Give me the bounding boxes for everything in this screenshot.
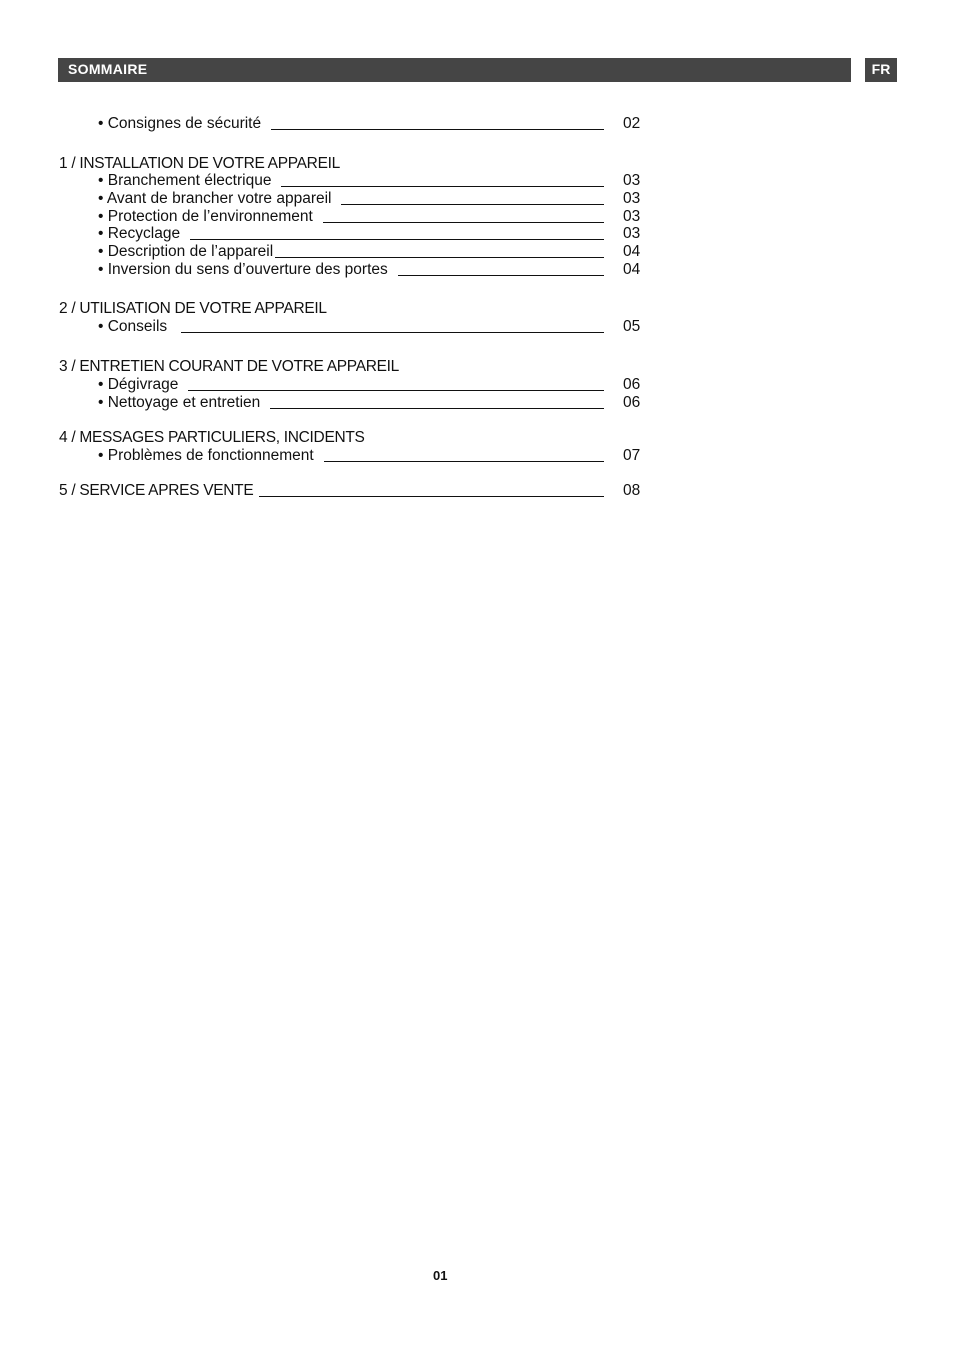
toc-page-number: 08	[623, 482, 641, 499]
toc-item-label: • Branchement électrique	[98, 172, 281, 190]
toc-item-avant-brancher[interactable]	[0, 190, 954, 208]
section-title: 5 / SERVICE APRES VENTE	[59, 482, 259, 500]
toc-page-number: 03	[623, 208, 641, 225]
toc-item-description[interactable]	[0, 243, 954, 261]
toc-item-nettoyage[interactable]	[0, 394, 954, 412]
toc-page-number: 03	[623, 172, 641, 189]
toc-page-number: 06	[623, 394, 641, 411]
toc-page-number: 03	[623, 190, 641, 207]
toc-item-problemes[interactable]	[0, 447, 954, 465]
toc-page-number: 02	[623, 115, 641, 132]
toc-item-label: • Inversion du sens d’ouverture des portes	[98, 261, 398, 279]
toc-item-label: • Dégivrage	[98, 376, 188, 394]
toc-page-number: 04	[623, 243, 641, 260]
toc-item-label: • Avant de brancher votre appareil	[98, 190, 341, 208]
toc-page-number: 04	[623, 261, 641, 278]
toc-item-label: • Nettoyage et entretien	[98, 394, 270, 412]
section-title: 3 / ENTRETIEN COURANT DE VOTRE APPAREIL	[59, 358, 405, 376]
toc-section-heading-1[interactable]	[0, 155, 954, 173]
section-title: 1 / INSTALLATION DE VOTRE APPAREIL	[59, 155, 346, 173]
toc-item-label: • Problèmes de fonctionnement	[98, 447, 324, 465]
toc-item-protection[interactable]	[0, 208, 954, 226]
footer-page-number: 01	[433, 1268, 448, 1283]
toc-item-label: • Description de l’appareil	[98, 243, 274, 260]
header-title: SOMMAIRE	[68, 61, 148, 77]
toc-section-heading-2[interactable]	[0, 300, 954, 318]
language-badge: FR	[865, 58, 897, 82]
toc-item-consignes[interactable]	[0, 115, 954, 133]
toc-section-heading-5[interactable]	[0, 482, 954, 500]
toc-page-number: 07	[623, 447, 641, 464]
toc-item-label: • Protection de l’environnement	[98, 208, 323, 226]
toc-item-recyclage[interactable]	[0, 225, 954, 243]
toc-item-conseils[interactable]	[0, 318, 954, 336]
toc-section-heading-4[interactable]	[0, 429, 954, 447]
toc-item-label: • Conseils	[98, 318, 181, 336]
toc-section-heading-3[interactable]	[0, 358, 954, 376]
toc-page-number: 06	[623, 376, 641, 393]
header-bar	[58, 58, 851, 82]
section-title: 4 / MESSAGES PARTICULIERS, INCIDENTS	[59, 429, 371, 447]
toc-item-inversion[interactable]	[0, 261, 954, 279]
toc-page-number: 05	[623, 318, 641, 335]
toc-item-branchement[interactable]	[0, 172, 954, 190]
toc-item-label: • Consignes de sécurité	[98, 115, 271, 133]
toc-item-degivrage[interactable]	[0, 376, 954, 394]
toc-page-number: 03	[623, 225, 641, 242]
section-title: 2 / UTILISATION DE VOTRE APPAREIL	[59, 300, 333, 318]
toc-item-label: • Recyclage	[98, 225, 190, 243]
